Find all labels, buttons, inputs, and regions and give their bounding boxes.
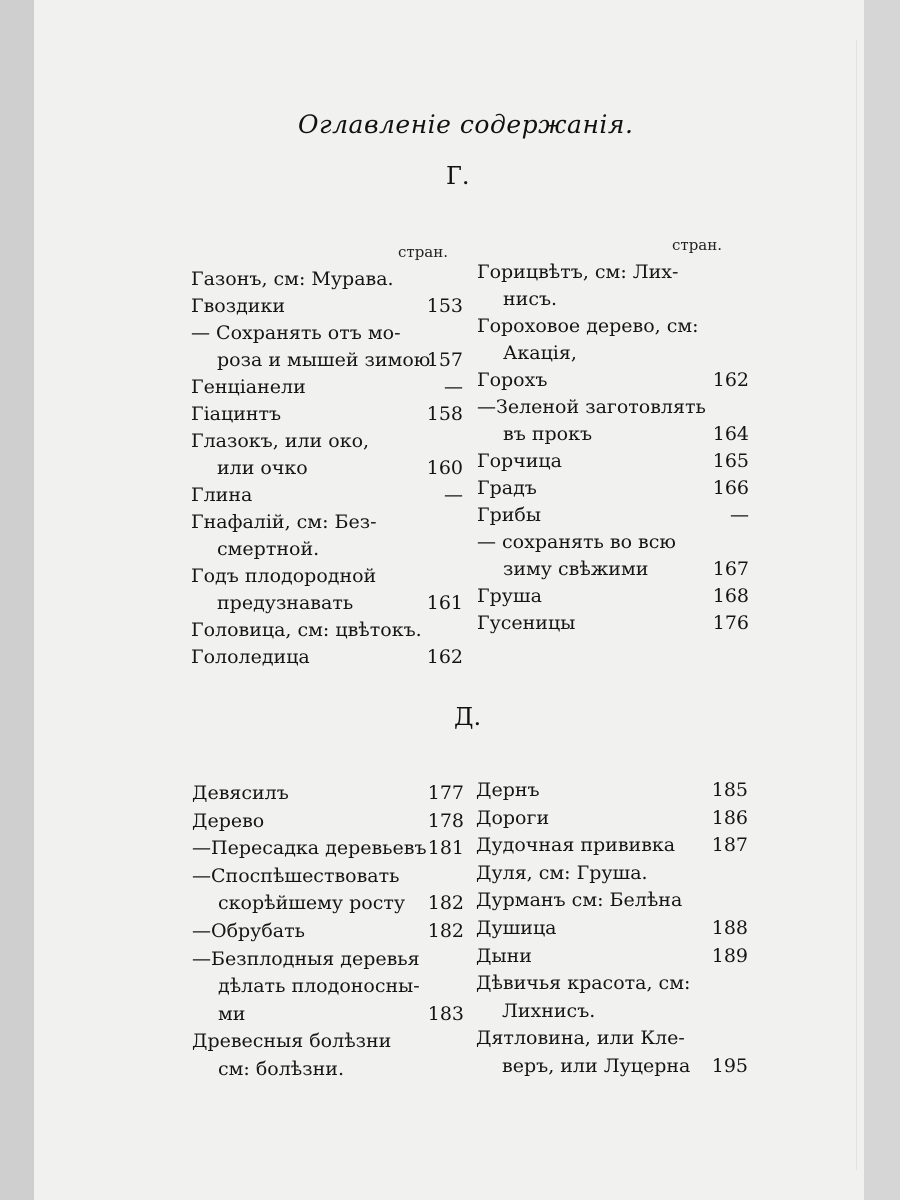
toc-entry-text: дѣлать плодоносны- <box>218 975 420 998</box>
toc-entry-text: Девясилъ <box>192 782 289 804</box>
toc-entry-page: 153 <box>426 295 463 317</box>
toc-entry-text: нисъ. <box>503 288 558 310</box>
toc-entry-text: Горохъ <box>477 369 548 391</box>
toc-entry <box>476 777 748 805</box>
toc-entry <box>477 529 749 556</box>
section-letter-d: Д. <box>454 703 482 731</box>
page-column-header-left: стран. <box>398 243 449 261</box>
toc-entry <box>191 266 463 293</box>
toc-entry <box>477 583 749 610</box>
toc-entry <box>476 943 748 971</box>
toc-entry <box>476 1053 748 1081</box>
toc-entry <box>191 428 463 455</box>
toc-entry-page: 160 <box>426 457 463 479</box>
toc-entry <box>477 286 749 313</box>
section-letter-g: Г. <box>446 162 470 190</box>
toc-entry-text: Дудочная прививка <box>476 834 676 857</box>
toc-entry <box>191 293 463 320</box>
toc-entry-text: — Сохранять отъ мо- <box>191 322 401 344</box>
toc-entry-text: Древесныя болѣзни <box>192 1030 392 1053</box>
toc-entry <box>192 890 464 918</box>
toc-entry-text: Лихнисъ. <box>502 999 596 1022</box>
toc-entry-text: или очко <box>217 457 308 479</box>
toc-entry <box>477 367 749 394</box>
toc-entry <box>476 1025 748 1053</box>
toc-entry-page: 157 <box>426 349 463 371</box>
toc-entry-page: 158 <box>426 403 463 425</box>
toc-entry <box>476 860 748 888</box>
toc-entry-text: Гіацинтъ <box>191 403 282 425</box>
toc-entry-text: Дуля, см: Груша. <box>476 861 648 884</box>
toc-entry <box>192 1056 464 1084</box>
toc-entry-text: Горчица <box>477 450 562 472</box>
toc-entry <box>476 998 748 1026</box>
toc-entry-text: Гусеницы <box>477 612 576 634</box>
toc-entry-text: Гнафалій, см: Без- <box>191 511 377 533</box>
toc-entry <box>477 340 749 367</box>
toc-entry-text: —Зеленой заготовлять <box>477 396 706 418</box>
toc-entry-page: 166 <box>712 477 749 499</box>
toc-entry <box>476 915 748 943</box>
toc-entry-page: 167 <box>712 558 749 580</box>
toc-entry <box>191 320 463 347</box>
toc-entry-text: Душица <box>476 916 557 939</box>
toc-entry-page: 189 <box>711 944 748 967</box>
toc-entry <box>191 347 463 374</box>
section-d-right-column <box>476 777 748 1081</box>
toc-entry-page: 161 <box>426 592 463 614</box>
toc-entry-page: — <box>444 484 463 506</box>
toc-entry <box>477 421 749 448</box>
toc-entry <box>476 970 748 998</box>
toc-entry <box>192 808 464 836</box>
toc-entry <box>191 509 463 536</box>
toc-entry <box>192 780 464 808</box>
toc-entry <box>477 556 749 583</box>
toc-entry <box>477 502 749 529</box>
toc-entry-text: Гололедица <box>191 646 310 668</box>
toc-entry-text: — сохранять во всю <box>477 531 676 553</box>
toc-entry <box>191 644 463 671</box>
toc-entry-text: смертной. <box>217 538 320 560</box>
toc-entry-text: въ прокъ <box>503 423 593 445</box>
toc-entry-page: 195 <box>711 1054 748 1077</box>
toc-entry <box>192 973 464 1001</box>
toc-entry-text: Дернъ <box>476 779 540 801</box>
toc-entry-text: Грибы <box>477 504 541 526</box>
toc-entry-page: 183 <box>427 1002 464 1025</box>
toc-entry-page: 168 <box>712 585 749 607</box>
toc-entry-text: скорѣйшему росту <box>218 892 406 915</box>
toc-entry-text: Генціанели <box>191 376 306 398</box>
toc-entry-text: ми <box>218 1002 246 1025</box>
toc-entry-text: Гороховое дерево, см: <box>477 315 699 337</box>
toc-entry-text: —Безплодныя деревья <box>192 947 420 970</box>
toc-entry-page: 177 <box>427 782 464 804</box>
toc-entry-text: Головица, см: цвѣтокъ. <box>191 619 422 641</box>
toc-entry-text: Гвоздики <box>191 295 285 317</box>
toc-entry-page: 181 <box>427 837 464 860</box>
toc-entry <box>476 832 748 860</box>
toc-entry-page: 178 <box>427 809 464 832</box>
toc-entry-page: 165 <box>712 450 749 472</box>
page-title: Оглавленіе содержанія. <box>298 110 634 139</box>
toc-entry-text: Градъ <box>477 477 537 499</box>
section-g-left-column <box>191 266 463 671</box>
toc-entry <box>191 374 463 401</box>
toc-entry <box>476 887 748 915</box>
toc-entry <box>191 401 463 428</box>
toc-entry-text: Дерево <box>192 809 265 832</box>
toc-entry <box>477 475 749 502</box>
toc-entry <box>192 946 464 974</box>
toc-entry-page: — <box>730 504 749 526</box>
section-d-left-column <box>192 780 464 1084</box>
toc-entry-text: Груша <box>477 585 542 607</box>
toc-entry-page: 162 <box>712 369 749 391</box>
toc-entry-text: —Споспѣшествовать <box>192 864 400 887</box>
toc-entry-page: 185 <box>711 779 748 801</box>
toc-entry <box>477 394 749 421</box>
toc-entry-page: — <box>444 376 463 398</box>
toc-entry <box>192 835 464 863</box>
toc-entry-text: Акація, <box>503 342 577 364</box>
toc-entry-page: 162 <box>426 646 463 668</box>
toc-entry <box>476 805 748 833</box>
toc-entry <box>192 1001 464 1029</box>
toc-entry <box>192 1028 464 1056</box>
toc-entry <box>191 536 463 563</box>
toc-entry-text: Дурманъ см: Белѣна <box>476 889 683 912</box>
toc-entry-text: веръ, или Луцерна <box>502 1054 691 1077</box>
toc-entry-page: 182 <box>427 892 464 915</box>
toc-entry <box>192 918 464 946</box>
toc-entry <box>191 563 463 590</box>
toc-entry <box>477 610 749 637</box>
toc-entry-text: Газонъ, см: Мурава. <box>191 268 394 290</box>
section-g-right-column <box>477 259 749 637</box>
toc-entry-text: Дороги <box>476 806 550 829</box>
toc-entry-text: см: болѣзни. <box>218 1057 344 1080</box>
toc-entry-text: зиму свѣжими <box>503 558 649 580</box>
toc-entry <box>192 863 464 891</box>
toc-entry <box>477 448 749 475</box>
toc-entry <box>191 617 463 644</box>
toc-entry <box>191 482 463 509</box>
page-column-header-right: стран. <box>672 236 723 254</box>
toc-entry-page: 182 <box>427 919 464 942</box>
toc-entry-text: Глина <box>191 484 253 506</box>
toc-entry-text: —Пересадка деревьевъ <box>192 837 427 860</box>
toc-entry-page: 164 <box>712 423 749 445</box>
toc-entry <box>191 590 463 617</box>
toc-entry-text: Глазокъ, или око, <box>191 430 370 452</box>
toc-entry <box>477 313 749 340</box>
toc-entry-page: 176 <box>712 612 749 634</box>
toc-entry-page: 188 <box>711 916 748 939</box>
toc-entry-text: Дѣвичья красота, см: <box>476 972 691 995</box>
toc-entry-page: 187 <box>711 834 748 857</box>
toc-entry-text: Дыни <box>476 944 532 967</box>
toc-entry-page: 186 <box>711 806 748 829</box>
toc-entry-text: роза и мышей зимою <box>217 349 431 371</box>
toc-entry <box>477 259 749 286</box>
toc-entry-text: предузнавать <box>217 592 354 614</box>
toc-entry-text: —Обрубать <box>192 919 305 942</box>
toc-entry-text: Годъ плодородной <box>191 565 377 587</box>
toc-entry-text: Дятловина, или Кле- <box>476 1027 685 1050</box>
toc-entry <box>191 455 463 482</box>
toc-entry-text: Горицвѣтъ, см: Лих- <box>477 261 679 283</box>
